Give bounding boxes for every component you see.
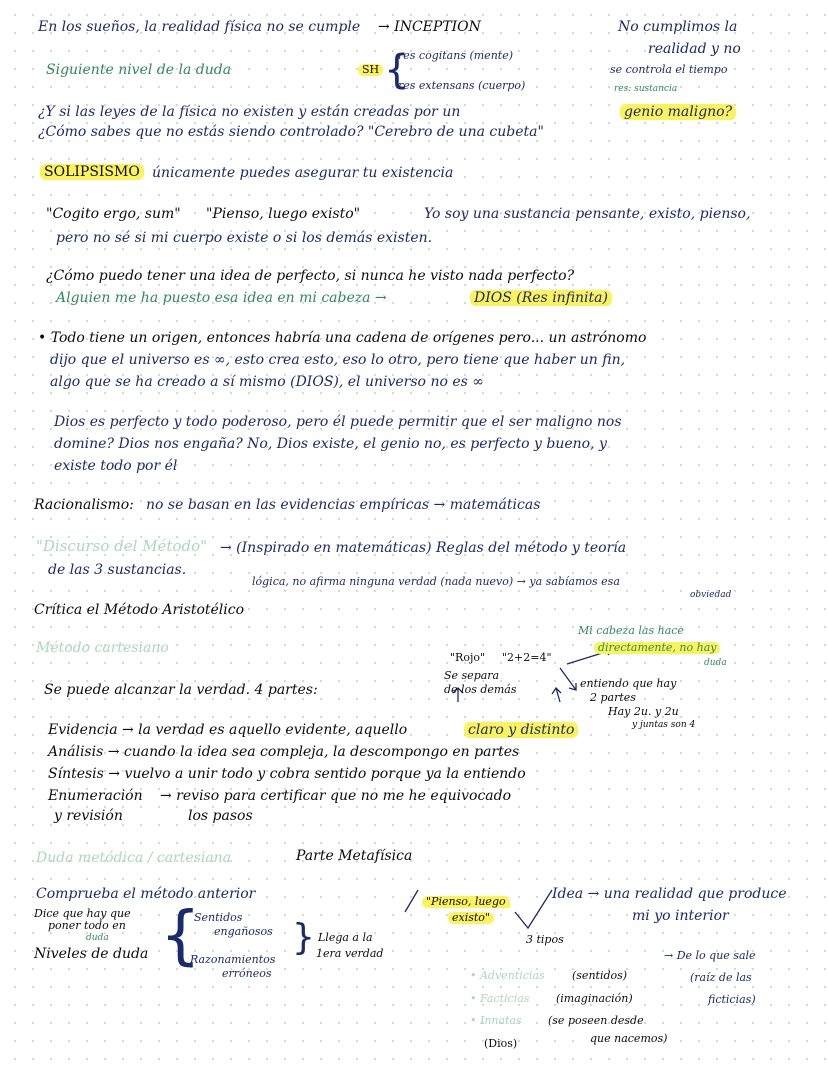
note-line: lógica, no afirma ninguna verdad (nada nuevo) → ya sabíamos esa <box>252 575 620 588</box>
brace-sh: { <box>384 47 410 93</box>
note-small: (sentidos) <box>572 969 628 982</box>
note-existo: existo" <box>448 912 494 924</box>
brace-llega: } <box>292 917 315 958</box>
note-adventicias: • Adventicias <box>470 969 545 982</box>
note-small: Hay 2u. y 2u <box>608 705 679 718</box>
note-line: Análisis → cuando la idea sea compleja, la descompongo en partes <box>48 744 520 760</box>
note-small: (imaginación) <box>556 992 633 1005</box>
note-small: Mi cabeza las hace <box>578 624 684 637</box>
note-line: ¿Y si las leyes de la física no existen y están creadas por un <box>38 104 461 120</box>
note-solipsismo: SOLIPSISMO <box>40 164 144 180</box>
note-line: y revisión <box>54 808 123 824</box>
note-line: ¿Cómo sabes que no estás siendo controlado? "Cerebro de una cubeta" <box>38 124 544 140</box>
note-small: (se poseen desde <box>548 1014 644 1027</box>
note-line: Crítica el Método Aristotélico <box>34 602 245 618</box>
note-parte-metafisica: Parte Metafísica <box>296 848 413 864</box>
note-line: res cogitans (mente) <box>398 49 513 62</box>
note-line: domine? Dios nos engaña? No, Dios existe, el genio no, es perfecto y bueno, y <box>54 436 607 452</box>
note-line: ¿Cómo puedo tener una idea de perfecto, si nunca he visto nada perfecto? <box>46 268 575 284</box>
note-small: (raíz de las <box>690 971 752 984</box>
note-racionalismo: Racionalismo: <box>34 497 134 513</box>
note-line: algo que se ha creado a sí mismo (DIOS), el universo no es ∞ <box>50 374 484 390</box>
note-line: Alguien me ha puesto esa idea en mi cabeza → <box>56 290 387 306</box>
note-genio-maligno: genio maligno? <box>620 104 736 120</box>
note-line: Yo soy una sustancia pensante, existo, pienso, <box>424 206 751 222</box>
note-small: erróneos <box>222 967 272 980</box>
note-line: Se puede alcanzar la verdad. 4 partes: <box>44 682 318 698</box>
note-line: únicamente puedes asegurar tu existencia <box>152 165 454 181</box>
note-suma: "2+2=4" <box>502 651 552 664</box>
note-line: Síntesis → vuelvo a unir todo y cobra sentido porque ya la entiendo <box>48 766 526 782</box>
note-small: y juntas son 4 <box>632 720 696 730</box>
note-line: Niveles de duda <box>34 946 149 962</box>
note-line: Evidencia → la verdad es aquello evidente, aquello <box>48 722 408 738</box>
note-small: 1era verdad <box>316 947 384 960</box>
note-line: No cumplimos la <box>618 19 738 35</box>
note-pienso: "Pienso, luego existo" <box>206 206 361 222</box>
note-inception: → INCEPTION <box>378 19 481 35</box>
note-small: 2 partes <box>590 691 636 704</box>
note-metodo-cartesiano: Método cartesiano <box>36 640 169 656</box>
slash-pienso <box>405 890 418 912</box>
note-line: res extensans (cuerpo) <box>398 79 526 92</box>
note-small: de los demás <box>444 683 517 696</box>
note-small: res: sustancia <box>614 84 678 94</box>
note-small: duda <box>704 658 727 668</box>
note-small: ficticias) <box>708 993 756 1006</box>
note-small: 3 tipos <box>526 933 564 946</box>
note-small: Se separa <box>444 669 500 682</box>
note-duda-metodica: Duda metódica / cartesiana <box>36 850 232 866</box>
note-small: → De lo que sale <box>664 949 756 962</box>
note-line: no se basan en las evidencias empíricas → matemáticas <box>146 497 541 513</box>
note-line: Dios es perfecto y todo poderoso, pero él puede permitir que el ser maligno nos <box>54 414 622 430</box>
note-line: Comprueba el método anterior <box>36 886 256 902</box>
note-innatas: • Innatas <box>470 1014 522 1027</box>
note-small: entiendo que hay <box>580 677 677 690</box>
note-heading: Siguiente nivel de la duda <box>46 62 232 78</box>
note-line: de las 3 sustancias. <box>48 562 187 578</box>
note-line: existe todo por él <box>54 458 178 474</box>
note-claro-distinto: claro y distinto <box>464 722 578 738</box>
note-small: engañosos <box>214 925 273 938</box>
note-sh: SH <box>358 64 383 76</box>
note-line: se controla el tiempo <box>610 63 728 76</box>
note-line: → (Inspirado en matemáticas) Reglas del método y teoría <box>220 540 627 556</box>
note-small: poner todo en <box>48 919 126 932</box>
note-small: (Dios) <box>484 1037 518 1050</box>
arrow-suma-down <box>560 668 576 690</box>
note-cogito: "Cogito ergo, sum" <box>46 206 181 222</box>
arrow-suma-up <box>552 688 561 702</box>
note-small: que nacemos) <box>590 1032 668 1045</box>
note-line: Idea → una realidad que produce <box>552 886 787 902</box>
note-small: duda <box>86 933 109 943</box>
note-small: Razonamientos <box>190 953 276 966</box>
check-mark <box>515 890 552 928</box>
note-line: • Todo tiene un origen, entonces habría una cadena de orígenes pero... un astrónomo <box>38 330 647 346</box>
note-small: Sentidos <box>194 911 243 924</box>
note-dios: DIOS (Res infinita) <box>470 290 612 306</box>
note-line: realidad y no <box>648 41 741 57</box>
note-discurso: "Discurso del Método" <box>36 537 208 555</box>
note-small: Llega a la <box>318 931 373 944</box>
note-small: obviedad <box>690 590 732 600</box>
note-rojo: "Rojo" <box>450 651 486 664</box>
note-line: dijo que el universo es ∞, esto crea esto, eso lo otro, pero tiene que haber un fin, <box>50 352 626 368</box>
note-line: → reviso para certificar que no me he equivocado <box>160 788 512 804</box>
note-line: Enumeración <box>48 788 143 804</box>
note-line: pero no sé si mi cuerpo existe o si los demás existen. <box>56 230 433 246</box>
note-facticias: • Facticias <box>470 992 530 1005</box>
note-pienso-luego: "Pienso, luego <box>422 896 510 908</box>
note-line: los pasos <box>188 808 253 824</box>
note-small: Dice que hay que <box>34 907 131 920</box>
note-small: directamente, no hay <box>594 642 720 654</box>
note-line: En los sueños, la realidad física no se cumple <box>38 19 361 35</box>
brace-niveles: { <box>160 899 201 973</box>
note-line: mi yo interior <box>632 908 729 924</box>
